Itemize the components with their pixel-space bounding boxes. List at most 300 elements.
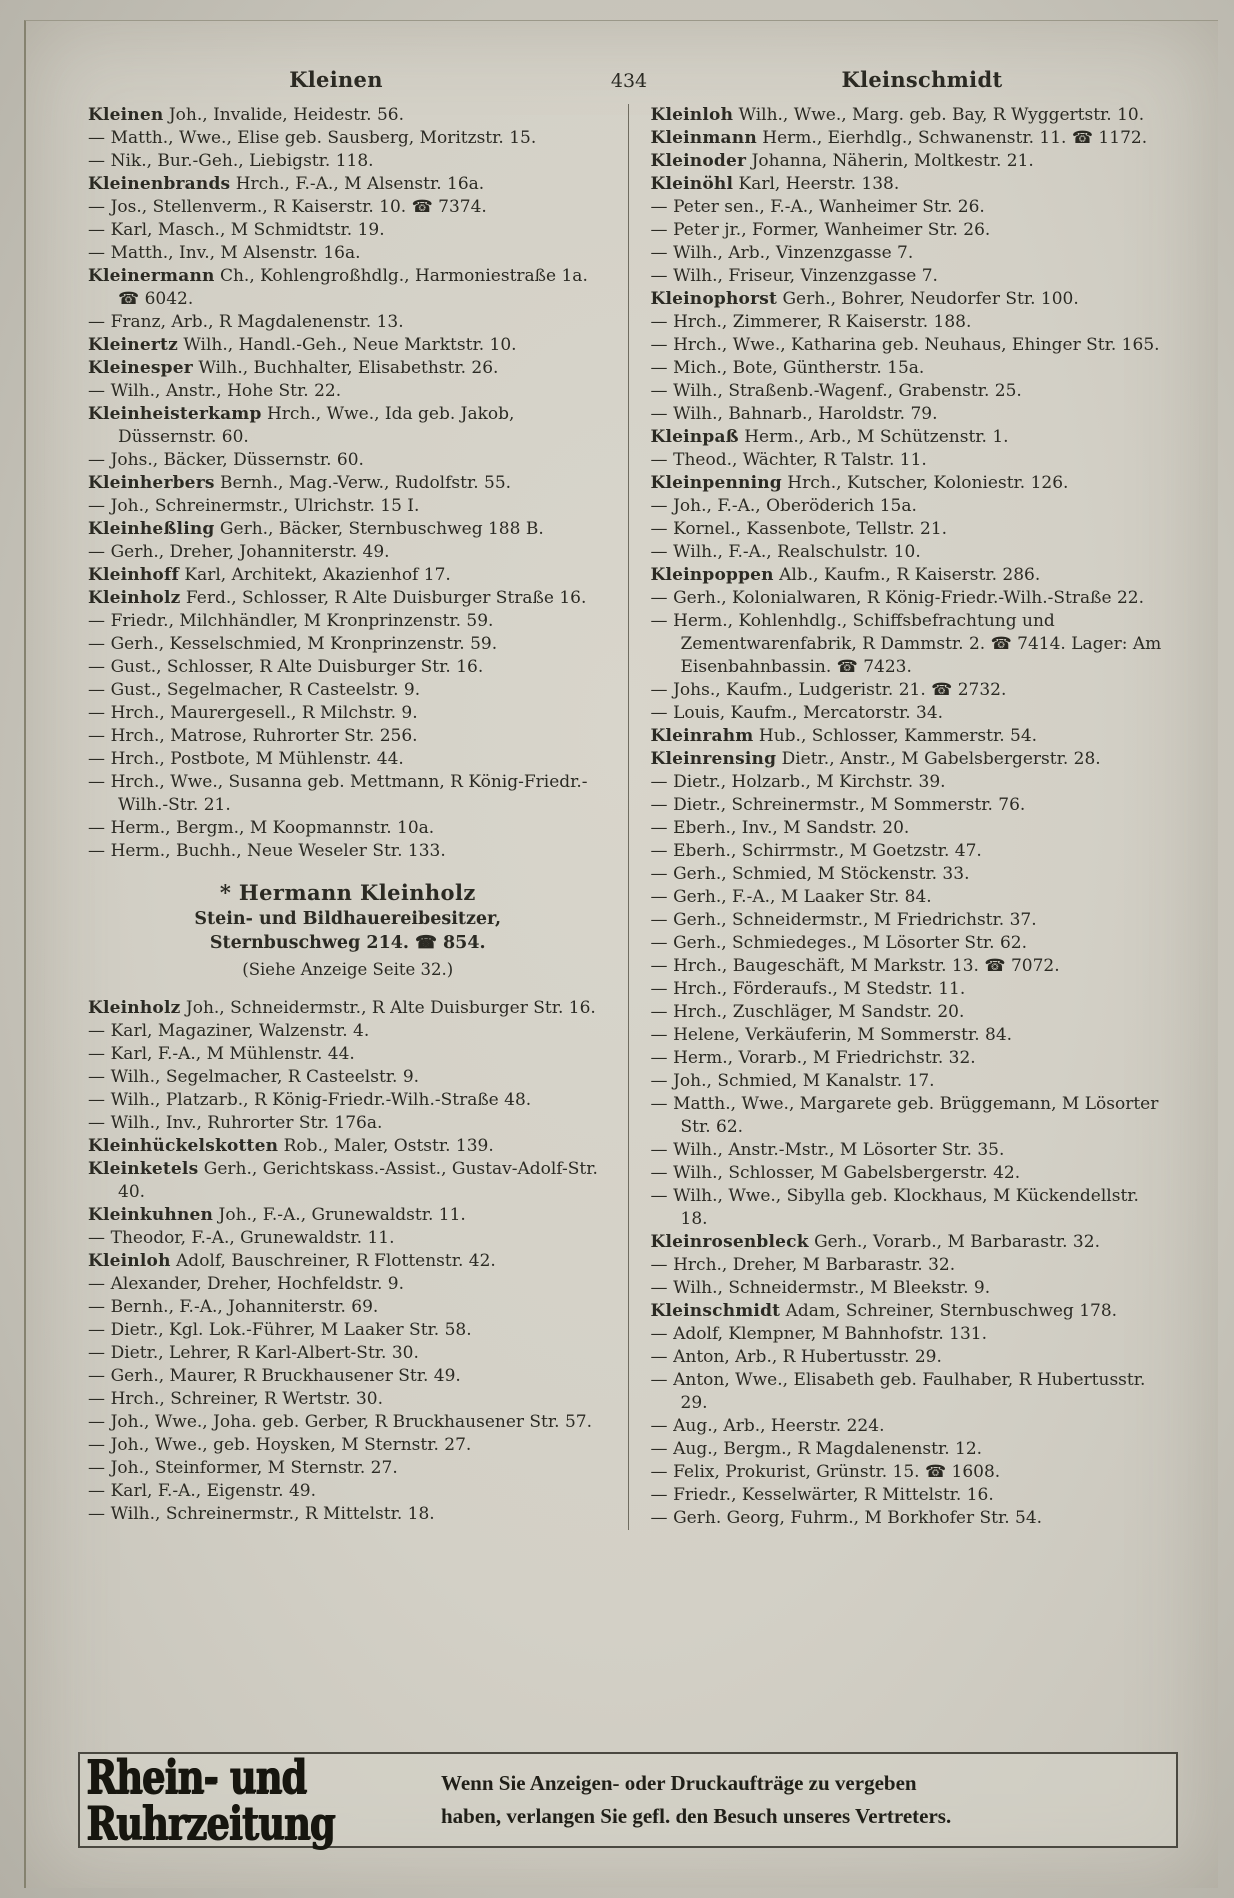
header-keyword-right: Kleinschmidt	[841, 67, 1003, 92]
entry-text: Joh., Invalide, Heidestr. 56.	[163, 105, 405, 125]
entry-text: Peter jr., Former, Wanheimer Str. 26.	[667, 220, 991, 240]
entry-headword: —	[88, 1435, 106, 1455]
entry-text: Gust., Schlosser, R Alte Duisburger Str. 16.	[105, 657, 484, 677]
entry-headword: Kleinertz	[88, 335, 178, 355]
entry-headword: Kleinenbrands	[88, 174, 231, 194]
entry-headword: —	[650, 910, 668, 930]
entry-text: Karl, Masch., M Schmidtstr. 19.	[105, 220, 385, 240]
entry-headword: —	[650, 1508, 668, 1528]
directory-entry-sub	[651, 334, 1171, 357]
entry-text: Aug., Bergm., R Magdalenenstr. 12.	[667, 1439, 983, 1459]
directory-entry-main	[651, 725, 1171, 748]
directory-entry-sub	[88, 840, 608, 863]
directory-entry-sub	[88, 1043, 608, 1066]
entry-text: Wilh., Schlosser, M Gabelsbergerstr. 42.	[667, 1163, 1021, 1183]
entry-headword: —	[88, 542, 106, 562]
entry-text: Wilh., Straßenb.-Wagenf., Grabenstr. 25.	[667, 381, 1022, 401]
entry-text: Aug., Arb., Heerstr. 224.	[667, 1416, 885, 1436]
directory-entry-sub	[88, 1112, 608, 1135]
directory-entry-sub	[651, 978, 1171, 1001]
entry-headword: —	[88, 1044, 106, 1064]
entry-headword: —	[650, 1278, 668, 1298]
entry-text: Karl, Architekt, Akazienhof 17.	[179, 565, 451, 585]
entry-text: Hub., Schlosser, Kammerstr. 54.	[753, 726, 1038, 746]
entry-headword: —	[650, 818, 668, 838]
directory-entry-sub	[651, 1254, 1171, 1277]
entry-text: Herm., Buchh., Neue Weseler Str. 133.	[105, 841, 446, 861]
entry-text: Joh., F.-A., Oberöderich 15a.	[667, 496, 917, 516]
directory-entry-main	[88, 334, 608, 357]
directory-entry-main	[88, 357, 608, 380]
footer-ad-line1: Wenn Sie Anzeigen- oder Druckaufträge zu vergeben	[441, 1771, 917, 1796]
entry-text: Gerh., Kolonialwaren, R König-Friedr.-Wilh.-Straße 22.	[667, 588, 1144, 608]
directory-entry-sub	[88, 242, 608, 265]
entry-headword: —	[88, 703, 106, 723]
entry-text: Wilh., Bahnarb., Haroldstr. 79.	[667, 404, 938, 424]
entry-text: Wilh., Schreinermstr., R Mittelstr. 18.	[105, 1504, 435, 1524]
entry-text: Dietr., Anstr., M Gabelsbergerstr. 28.	[776, 749, 1101, 769]
entry-text: Joh., Schmied, M Kanalstr. 17.	[667, 1071, 935, 1091]
entry-text: Wilh., Arb., Vinzenzgasse 7.	[667, 243, 914, 263]
directory-entry-sub	[651, 863, 1171, 886]
entry-list-left-top	[88, 104, 608, 863]
entry-text: Wilh., Anstr.-Mstr., M Lösorter Str. 35.	[667, 1140, 1005, 1160]
entry-headword: —	[88, 1343, 106, 1363]
entry-headword: —	[88, 1320, 106, 1340]
directory-entry-sub	[651, 495, 1171, 518]
entry-headword: —	[650, 1255, 668, 1275]
entry-headword: —	[650, 956, 668, 976]
entry-headword: Kleinoder	[650, 151, 747, 171]
entry-headword: Kleinketels	[88, 1159, 199, 1179]
directory-entry-sub	[88, 380, 608, 403]
directory-entry-sub	[88, 127, 608, 150]
entry-text: Kornel., Kassenbote, Tellstr. 21.	[667, 519, 948, 539]
directory-entry-main	[651, 426, 1171, 449]
directory-entry-sub	[651, 196, 1171, 219]
entry-headword: Kleinophorst	[650, 289, 778, 309]
directory-entry-main	[88, 564, 608, 587]
directory-entry-sub	[88, 817, 608, 840]
entry-text: Wilh., Buchhalter, Elisabethstr. 26.	[192, 358, 499, 378]
entry-headword: —	[650, 312, 668, 332]
directory-entry-main	[651, 564, 1171, 587]
entry-headword: —	[650, 680, 668, 700]
entry-text: Gerh., Bohrer, Neudorfer Str. 100.	[777, 289, 1079, 309]
entry-text: Karl, Magaziner, Walzenstr. 4.	[105, 1021, 370, 1041]
entry-text: Johs., Kaufm., Ludgeristr. 21. ☎ 2732.	[667, 680, 1007, 700]
entry-text: Joh., Schreinermstr., Ulrichstr. 15 I.	[105, 496, 420, 516]
entry-text: Alb., Kaufm., R Kaiserstr. 286.	[773, 565, 1041, 585]
entry-headword: —	[88, 197, 106, 217]
entry-text: Hrch., Wwe., Katharina geb. Neuhaus, Ehinger Str. 165.	[667, 335, 1160, 355]
directory-entry-sub	[651, 1024, 1171, 1047]
entry-headword: —	[650, 1324, 668, 1344]
entry-text: Herm., Vorarb., M Friedrichstr. 32.	[667, 1048, 976, 1068]
entry-headword: —	[88, 450, 106, 470]
directory-entry-sub	[88, 1319, 608, 1342]
entry-text: Hrch., Schreiner, R Wertstr. 30.	[105, 1389, 384, 1409]
entry-headword: Kleinloh	[88, 1251, 171, 1271]
entry-headword: —	[88, 151, 106, 171]
entry-headword: —	[650, 1071, 668, 1091]
entry-text: Friedr., Milchhändler, M Kronprinzenstr. 59.	[105, 611, 494, 631]
entry-text: Hrch., Baugeschäft, M Markstr. 13. ☎ 7072.	[667, 956, 1060, 976]
entry-text: Wilh., Handl.-Geh., Neue Marktstr. 10.	[177, 335, 517, 355]
entry-text: Franz, Arb., R Magdalenenstr. 13.	[105, 312, 404, 332]
directory-entry-sub	[651, 794, 1171, 817]
entry-text: Nik., Bur.-Geh., Liebigstr. 118.	[105, 151, 374, 171]
entry-text: Eberh., Schirrmstr., M Goetzstr. 47.	[667, 841, 982, 861]
directory-entry-sub	[88, 1388, 608, 1411]
directory-entry-sub	[651, 1323, 1171, 1346]
entry-headword: —	[650, 703, 668, 723]
entry-headword: —	[650, 1416, 668, 1436]
directory-entry-sub	[651, 1093, 1171, 1139]
entry-headword: —	[650, 1140, 668, 1160]
directory-entry-sub	[651, 403, 1171, 426]
entry-text: Joh., Steinformer, M Sternstr. 27.	[105, 1458, 398, 1478]
entry-text: Hrch., Förderaufs., M Stedstr. 11.	[667, 979, 966, 999]
entry-text: Gerh., Schneidermstr., M Friedrichstr. 37.	[667, 910, 1037, 930]
entry-headword: Kleinermann	[88, 266, 215, 286]
entry-headword: —	[650, 841, 668, 861]
directory-entry-sub	[651, 1346, 1171, 1369]
entry-text: Gerh., Kesselschmied, M Kronprinzenstr. 59.	[105, 634, 498, 654]
entry-text: Anton, Wwe., Elisabeth geb. Faulhaber, R Hubertusstr. 29.	[667, 1370, 1146, 1413]
left-column	[88, 104, 628, 1530]
directory-entry-sub	[651, 541, 1171, 564]
page-header	[88, 67, 1170, 92]
directory-entry-sub	[88, 725, 608, 748]
directory-entry-sub	[88, 771, 608, 817]
entry-text: Joh., F.-A., Grunewaldstr. 11.	[213, 1205, 466, 1225]
directory-entry-sub	[88, 541, 608, 564]
entry-text: Hrch., Zimmerer, R Kaiserstr. 188.	[667, 312, 972, 332]
entry-text: Ferd., Schlosser, R Alte Duisburger Straße 16.	[180, 588, 587, 608]
entry-text: Hrch., Wwe., Susanna geb. Mettmann, R König-Friedr.-Wilh.-Str. 21.	[105, 772, 588, 815]
entry-text: Wilh., Schneidermstr., M Bleekstr. 9.	[667, 1278, 991, 1298]
newspaper-logo: Rhein- und Ruhrzeitung	[86, 1748, 335, 1850]
directory-entry-sub	[88, 1411, 608, 1434]
entry-text: Rob., Maler, Oststr. 139.	[278, 1136, 494, 1156]
entry-text: Gerh., Gerichtskass.-Assist., Gustav-Adolf-Str. 40.	[118, 1159, 598, 1202]
directory-entry-main	[88, 1250, 608, 1273]
directory-entry-sub	[651, 771, 1171, 794]
entry-headword: —	[650, 197, 668, 217]
entry-headword: —	[650, 358, 668, 378]
entry-text: Matth., Inv., M Alsenstr. 16a.	[105, 243, 361, 263]
directory-entry-sub	[88, 633, 608, 656]
entry-text: Gerh., Bäcker, Sternbuschweg 188 B.	[214, 519, 544, 539]
entry-text: Wilh., Segelmacher, R Casteelstr. 9.	[105, 1067, 420, 1087]
directory-entry-sub	[651, 932, 1171, 955]
entry-text: Gerh., Dreher, Johanniterstr. 49.	[105, 542, 390, 562]
page-number: 434	[610, 70, 648, 92]
entry-headword: —	[650, 381, 668, 401]
entry-text: Bernh., Mag.-Verw., Rudolfstr. 55.	[214, 473, 512, 493]
directory-entry-sub	[88, 1296, 608, 1319]
directory-entry-sub	[88, 1342, 608, 1365]
entry-headword: —	[650, 519, 668, 539]
directory-entry-sub	[88, 610, 608, 633]
entry-text: Friedr., Kesselwärter, R Mittelstr. 16.	[667, 1485, 994, 1505]
directory-entry-sub	[88, 495, 608, 518]
directory-entry-sub	[651, 265, 1171, 288]
directory-entry-sub	[88, 1503, 608, 1526]
entry-headword: —	[650, 542, 668, 562]
entry-headword: Kleinmann	[650, 128, 757, 148]
directory-entry-sub	[651, 1185, 1171, 1231]
entry-text: Gerh., F.-A., M Laaker Str. 84.	[667, 887, 932, 907]
entry-headword: —	[88, 496, 106, 516]
entry-text: Wilh., Anstr., Hohe Str. 22.	[105, 381, 342, 401]
directory-entry-main	[651, 1300, 1171, 1323]
entry-text: Gerh., Schmiedeges., M Lösorter Str. 62.	[667, 933, 1028, 953]
directory-entry-sub	[651, 242, 1171, 265]
directory-entry-sub	[651, 1047, 1171, 1070]
entry-headword: —	[88, 381, 106, 401]
directory-entry-sub	[88, 1066, 608, 1089]
entry-text: Karl, F.-A., M Mühlenstr. 44.	[105, 1044, 355, 1064]
entry-headword: —	[88, 772, 106, 792]
entry-headword: —	[650, 1347, 668, 1367]
directory-entry-main	[88, 518, 608, 541]
entry-text: Felix, Prokurist, Grünstr. 15. ☎ 1608.	[667, 1462, 1001, 1482]
entry-text: Karl, Heerstr. 138.	[733, 174, 900, 194]
directory-entry-sub	[88, 748, 608, 771]
directory-page	[24, 20, 1218, 1888]
entry-text: Johs., Bäcker, Düssernstr. 60.	[105, 450, 364, 470]
entry-text: Adolf, Klempner, M Bahnhofstr. 131.	[667, 1324, 987, 1344]
advert-note: (Siehe Anzeige Seite 32.)	[242, 960, 454, 979]
directory-entry-sub	[651, 840, 1171, 863]
directory-entry-main	[651, 127, 1171, 150]
entry-text: Johanna, Näherin, Moltkestr. 21.	[746, 151, 1034, 171]
entry-text: Gerh. Georg, Fuhrm., M Borkhofer Str. 54.	[667, 1508, 1043, 1528]
directory-entry-sub	[651, 587, 1171, 610]
entry-text: Wilh., Inv., Ruhrorter Str. 176a.	[105, 1113, 383, 1133]
directory-entry-main	[651, 1231, 1171, 1254]
entry-headword: —	[650, 1485, 668, 1505]
entry-headword: Kleinloh	[650, 105, 734, 125]
directory-entry-sub	[651, 518, 1171, 541]
entry-headword: Kleinesper	[88, 358, 193, 378]
entry-headword: —	[88, 749, 106, 769]
entry-headword: Kleinpoppen	[650, 565, 774, 585]
entry-headword: Kleinhückelskotten	[88, 1136, 279, 1156]
footer-ad-text	[425, 1754, 1176, 1846]
entry-text: Joh., Schneidermstr., R Alte Duisburger Str. 16.	[180, 998, 596, 1018]
entry-text: Adolf, Bauschreiner, R Flottenstr. 42.	[170, 1251, 496, 1271]
entry-headword: Kleinholz	[88, 588, 181, 608]
entry-headword: —	[88, 841, 106, 861]
advert-address: Sternbuschweg 214. ☎ 854.	[209, 933, 486, 953]
directory-entry-main	[88, 104, 608, 127]
entry-headword: —	[650, 1462, 668, 1482]
entry-headword: —	[88, 1113, 106, 1133]
entry-text: Gerh., Schmied, M Stöckenstr. 33.	[667, 864, 970, 884]
directory-entry-main	[651, 472, 1171, 495]
entry-headword: Kleinrahm	[650, 726, 754, 746]
entry-text: Joh., Wwe., Joha. geb. Gerber, R Bruckhausener Str. 57.	[105, 1412, 592, 1432]
entry-text: Wilh., Friseur, Vinzenzgasse 7.	[667, 266, 938, 286]
entry-headword: Kleinholz	[88, 998, 181, 1018]
directory-entry-sub	[651, 1461, 1171, 1484]
entry-text: Peter sen., F.-A., Wanheimer Str. 26.	[667, 197, 985, 217]
entry-headword: —	[88, 312, 106, 332]
entry-text: Hrch., Wwe., Ida geb. Jakob, Düssernstr. 60.	[118, 404, 515, 447]
advert-trade: Stein- und Bildhauereibesitzer,	[194, 909, 502, 929]
entry-text: Herm., Arb., M Schützenstr. 1.	[738, 427, 1009, 447]
entry-headword: —	[650, 933, 668, 953]
entry-headword: —	[88, 1297, 106, 1317]
entry-text: Jos., Stellenverm., R Kaiserstr. 10. ☎ 7374.	[105, 197, 487, 217]
advert-name: * Hermann Kleinholz	[219, 880, 476, 905]
entry-headword: —	[88, 818, 106, 838]
directory-entry-sub	[651, 702, 1171, 725]
directory-entry-sub	[651, 886, 1171, 909]
directory-entry-sub	[88, 311, 608, 334]
directory-entry-sub	[651, 1415, 1171, 1438]
entry-headword: Kleinpaß	[650, 427, 739, 447]
entry-text: Herm., Eierhdlg., Schwanenstr. 11. ☎ 1172.	[756, 128, 1148, 148]
directory-entry-main	[88, 173, 608, 196]
directory-entry-sub	[88, 1457, 608, 1480]
directory-entry-sub	[651, 219, 1171, 242]
entry-text: Matth., Wwe., Elise geb. Sausberg, Moritzstr. 15.	[105, 128, 537, 148]
entry-text: Karl, F.-A., Eigenstr. 49.	[105, 1481, 316, 1501]
entry-headword: —	[88, 1389, 106, 1409]
directory-entry-sub	[88, 1020, 608, 1043]
entry-headword: —	[88, 680, 106, 700]
entry-text: Adam, Schreiner, Sternbuschweg 178.	[780, 1301, 1118, 1321]
directory-entry-main	[88, 997, 608, 1020]
directory-entry-sub	[88, 702, 608, 725]
entry-text: Alexander, Dreher, Hochfeldstr. 9.	[105, 1274, 404, 1294]
entry-headword: —	[650, 266, 668, 286]
entry-headword: —	[650, 588, 668, 608]
directory-entry-sub	[88, 1434, 608, 1457]
entry-text: Hrch., Maurergesell., R Milchstr. 9.	[105, 703, 418, 723]
entry-headword: —	[88, 657, 106, 677]
entry-headword: —	[88, 128, 106, 148]
entry-text: Matth., Wwe., Margarete geb. Brüggemann, M Lösorter Str. 62.	[667, 1094, 1159, 1137]
directory-entry-main	[88, 1135, 608, 1158]
directory-entry-sub	[651, 1369, 1171, 1415]
entry-headword: —	[88, 1067, 106, 1087]
entry-text: Dietr., Schreinermstr., M Sommerstr. 76.	[667, 795, 1026, 815]
directory-entry-main	[651, 173, 1171, 196]
entry-text: Joh., Wwe., geb. Hoysken, M Sternstr. 27.	[105, 1435, 472, 1455]
entry-headword: —	[88, 1021, 106, 1041]
directory-entry-sub	[88, 1273, 608, 1296]
entry-headword: Kleinhoff	[88, 565, 179, 585]
entry-headword: —	[650, 1094, 668, 1114]
entry-headword: —	[88, 634, 106, 654]
directory-entry-sub	[88, 1480, 608, 1503]
entry-text: Hrch., Dreher, M Barbarastr. 32.	[667, 1255, 956, 1275]
entry-headword: Kleinschmidt	[650, 1301, 781, 1321]
entry-text: Helene, Verkäuferin, M Sommerstr. 84.	[667, 1025, 1013, 1045]
entry-text: Eberh., Inv., M Sandstr. 20.	[667, 818, 910, 838]
entry-list-left-bottom	[88, 997, 608, 1526]
entry-headword: —	[650, 1186, 668, 1206]
entry-headword: —	[88, 726, 106, 746]
entry-headword: —	[650, 335, 668, 355]
entry-headword: —	[650, 887, 668, 907]
entry-headword: Kleinheisterkamp	[88, 404, 262, 424]
entry-text: Anton, Arb., R Hubertusstr. 29.	[667, 1347, 942, 1367]
entry-list-right	[651, 104, 1171, 1530]
entry-headword: —	[650, 404, 668, 424]
directory-entry-sub	[651, 817, 1171, 840]
entry-headword: —	[88, 1228, 106, 1248]
entry-headword: —	[88, 1274, 106, 1294]
entry-headword: —	[650, 1370, 668, 1390]
directory-entry-main	[88, 1204, 608, 1227]
entry-text: Hrch., Kutscher, Koloniestr. 126.	[781, 473, 1069, 493]
directory-entry-main	[651, 748, 1171, 771]
entry-headword: —	[650, 220, 668, 240]
directory-entry-sub	[88, 196, 608, 219]
directory-entry-main	[88, 265, 608, 311]
directory-entry-sub	[651, 955, 1171, 978]
directory-entry-sub	[651, 909, 1171, 932]
entry-headword: —	[88, 611, 106, 631]
newspaper-ad-footer	[78, 1748, 1178, 1850]
entry-headword: —	[650, 611, 668, 631]
entry-text: Bernh., F.-A., Johanniterstr. 69.	[105, 1297, 379, 1317]
entry-text: Louis, Kaufm., Mercatorstr. 34.	[667, 703, 944, 723]
entry-headword: Kleinherbers	[88, 473, 215, 493]
directory-entry-sub	[651, 1139, 1171, 1162]
directory-entry-sub	[651, 1507, 1171, 1530]
directory-entry-sub	[88, 656, 608, 679]
entry-headword: Kleinrosenbleck	[650, 1232, 809, 1252]
directory-entry-sub	[651, 1438, 1171, 1461]
directory-entry-sub	[651, 1001, 1171, 1024]
entry-headword: —	[650, 1002, 668, 1022]
footer-ad-line2: haben, verlangen Sie gefl. den Besuch unseres Vertreters.	[441, 1804, 952, 1828]
entry-headword: —	[88, 1366, 106, 1386]
directory-entry-sub	[651, 1070, 1171, 1093]
entry-headword: —	[650, 1025, 668, 1045]
entry-headword: Kleinpenning	[650, 473, 782, 493]
entry-text: Wilh., Platzarb., R König-Friedr.-Wilh.-Straße 48.	[105, 1090, 532, 1110]
directory-entry-sub	[651, 1277, 1171, 1300]
entry-text: Ch., Kohlengroßhdlg., Harmoniestraße 1a. ☎ 6042.	[118, 266, 588, 309]
two-column-listing	[88, 104, 1170, 1530]
directory-entry-main	[651, 150, 1171, 173]
directory-entry-sub	[651, 380, 1171, 403]
header-keyword-left: Kleinen	[289, 67, 383, 92]
entry-headword: —	[88, 1090, 106, 1110]
entry-text: Wilh., F.-A., Realschulstr. 10.	[667, 542, 921, 562]
entry-headword: —	[650, 1048, 668, 1068]
directory-entry-sub	[651, 1484, 1171, 1507]
directory-entry-sub	[88, 1227, 608, 1250]
entry-headword: Kleinkuhnen	[88, 1205, 214, 1225]
entry-headword: —	[650, 979, 668, 999]
entry-headword: —	[650, 1163, 668, 1183]
entry-headword: —	[88, 1504, 106, 1524]
entry-headword: —	[88, 1481, 106, 1501]
directory-entry-sub	[88, 1365, 608, 1388]
directory-entry-sub	[651, 449, 1171, 472]
entry-headword: —	[650, 496, 668, 516]
directory-entry-sub	[651, 610, 1171, 679]
